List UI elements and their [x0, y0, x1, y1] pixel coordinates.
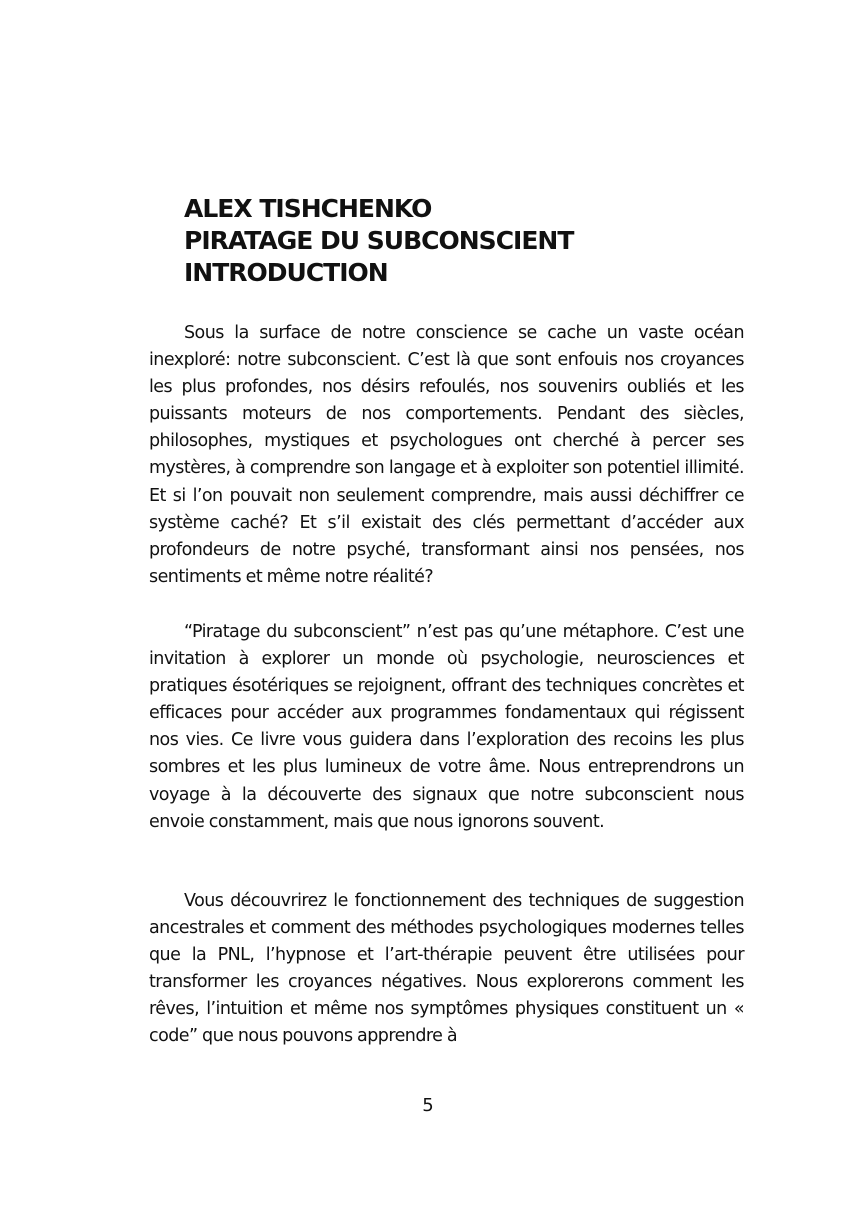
- chapter-heading: [184, 193, 573, 289]
- paragraph: Vous découvrirez le fonctionnement des techniques de suggestion ancestrales et comment des méthodes psychologiques modernes telles que la PNL, l’hypnose et l’art-thérapie peuvent être utilisées pour transformer les croyances négatives. Nous explorerons comment les rêves, l’intuition et même nos symptômes physiques constituent un « code” que nous pouvons apprendre à: [149, 891, 744, 1047]
- page-number: 5: [422, 1095, 434, 1116]
- author-name: ALEX TISHCHENKO: [184, 194, 432, 223]
- book-title: PIRATAGE DU SUBCONSCIENT: [184, 226, 574, 255]
- paragraph: Sous la surface de notre conscience se cache un vaste océan inexploré: notre subconscient. C’est là que sont enfouis nos croyances les plus profondes, nos désirs refoulés, nos souvenirs oubliés et les puissants moteurs de nos comportements. Pendant des siècles, philosophes, mystiques et psychologues ont cherché à percer ses mystères, à comprendre son langage et à exploiter son potentiel illimité. Et si l’on pouvait non seulement comprendre, mais aussi déchiffrer ce système caché? Et s’il existait des clés permettant d’accéder aux profondeurs de notre psyché, transformant ainsi nos pensées, nos sentiments et même notre réalité?: [149, 323, 744, 587]
- paragraph: “Piratage du subconscient” n’est pas qu’une métaphore. C’est une invitation à explorer un monde où psychologie, neurosciences et pratiques ésotériques se rejoignent, offrant des techniques concrètes et efficaces pour accéder aux programmes fondamentaux qui régissent nos vies. Ce livre vous guidera dans l’exploration des recoins les plus sombres et les plus lumineux de votre âme. Nous entreprendrons un voyage à la découverte des signaux que notre subconscient nous envoie constamment, mais que nous ignorons souvent.: [149, 622, 744, 832]
- chapter-title: INTRODUCTION: [184, 258, 388, 287]
